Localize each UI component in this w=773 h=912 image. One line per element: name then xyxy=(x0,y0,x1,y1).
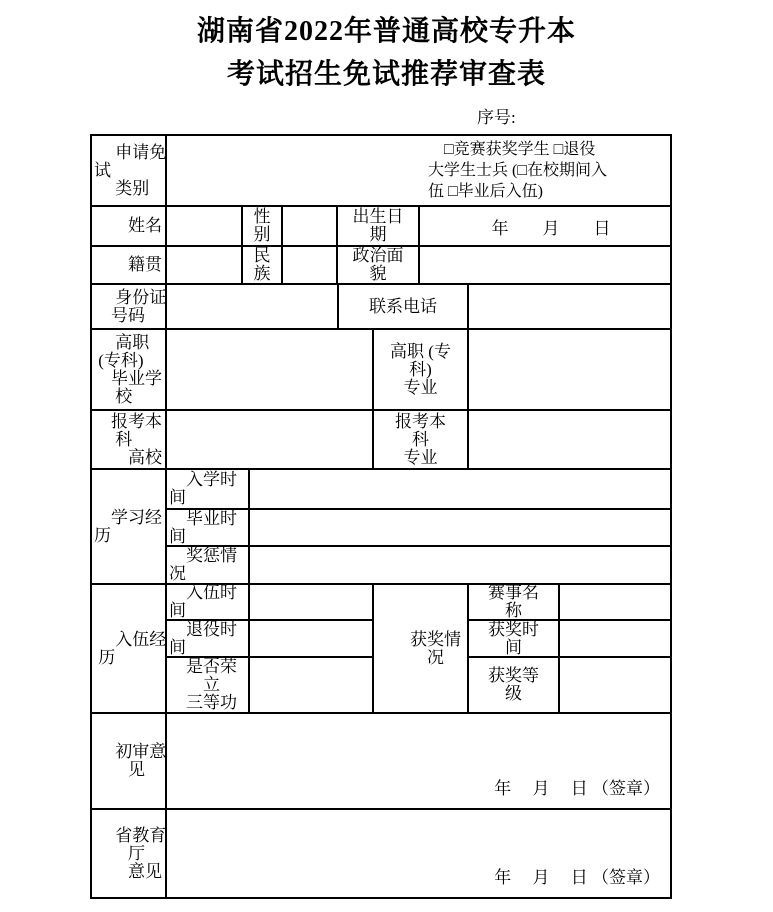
label-event-name: 赛事名 称 xyxy=(469,585,560,619)
initial-review-sign-line: 年 月 日 （签章） xyxy=(494,779,660,798)
row-enroll-time xyxy=(167,470,670,510)
page-title-line2: 考试招生免试推荐审查表 xyxy=(226,59,546,90)
row-id-number xyxy=(92,285,670,330)
label-award-time: 获奖时 间 xyxy=(469,621,560,656)
birth-date-format: 年 月 日 xyxy=(491,218,611,238)
field-exemption-options xyxy=(167,136,670,205)
row-graduate-time xyxy=(167,510,670,547)
label-graduate-time: 毕业时 间 xyxy=(167,510,250,545)
page-title-line1: 湖南省2022年普通高校专升本 xyxy=(196,16,576,47)
field-award-time xyxy=(560,621,670,656)
field-initial-review xyxy=(167,714,670,808)
field-event-name xyxy=(560,585,670,619)
page-title xyxy=(0,0,773,96)
exemption-checkbox-options: □竞赛获奖学生 □退役 大学生士兵 (□在校期间入 伍 □毕业后入伍) xyxy=(428,141,607,200)
row-provincial-review xyxy=(92,810,670,897)
field-rewards xyxy=(250,547,670,583)
field-political-status xyxy=(420,247,670,283)
field-target-major xyxy=(469,411,670,468)
row-retire-time xyxy=(167,621,374,658)
label-political-status: 政治面 貌 xyxy=(338,247,420,283)
label-target-major: 报考本 科 专业 xyxy=(374,411,469,468)
field-third-class-merit xyxy=(250,658,374,712)
row-name xyxy=(92,207,670,247)
field-id-number xyxy=(167,285,339,328)
row-enlist-time xyxy=(167,585,374,621)
row-third-class-merit xyxy=(167,658,374,712)
row-award-time xyxy=(469,621,670,658)
label-id-number: 身份证 号码 xyxy=(92,285,167,328)
row-group-study-history xyxy=(92,470,670,585)
label-study-history: 学习经 历 xyxy=(92,470,167,583)
label-exemption-category: 申请免 试 类别 xyxy=(92,136,167,205)
field-graduate-time xyxy=(250,510,670,545)
label-retire-time: 退役时 间 xyxy=(167,621,250,656)
row-initial-review xyxy=(92,714,670,810)
field-college-school xyxy=(167,330,374,409)
form-table xyxy=(90,134,672,899)
label-third-class-merit: 是否荣 立 三等功 xyxy=(167,658,250,712)
field-phone xyxy=(469,285,670,328)
field-retire-time xyxy=(250,621,374,656)
label-college-major: 高职 (专 科) 专业 xyxy=(374,330,469,409)
label-provincial-review: 省教育 厅 意见 xyxy=(92,810,167,897)
label-initial-review: 初审意 见 xyxy=(92,714,167,808)
label-rewards: 奖惩情 况 xyxy=(167,547,250,583)
label-award-level: 获奖等 级 xyxy=(469,658,560,712)
row-event-name xyxy=(469,585,670,621)
row-target-university xyxy=(92,411,670,470)
row-college-school xyxy=(92,330,670,411)
field-native-place xyxy=(167,247,243,283)
label-birth-date: 出生日 期 xyxy=(338,207,420,245)
field-enlist-time xyxy=(250,585,374,619)
field-ethnicity xyxy=(283,247,338,283)
field-provincial-review xyxy=(167,810,670,897)
field-target-university xyxy=(167,411,374,468)
label-award-info: 获奖情 况 xyxy=(374,585,469,712)
label-enroll-time: 入学时 间 xyxy=(167,470,250,508)
label-gender: 性 别 xyxy=(243,207,283,245)
field-name xyxy=(167,207,243,245)
label-native-place: 籍贯 xyxy=(92,247,167,283)
row-award-level xyxy=(469,658,670,712)
field-gender xyxy=(283,207,338,245)
row-native-place xyxy=(92,247,670,285)
field-enroll-time xyxy=(250,470,670,508)
label-military-history: 入伍经 历 xyxy=(92,585,167,712)
row-rewards xyxy=(167,547,670,583)
field-birth-date xyxy=(420,207,670,245)
label-phone: 联系电话 xyxy=(339,285,469,328)
row-group-military-history xyxy=(92,585,670,714)
serial-number-label: 序号: xyxy=(477,108,516,127)
label-college-school: 高职 (专科) 毕业学 校 xyxy=(92,330,167,409)
field-college-major xyxy=(469,330,670,409)
provincial-review-sign-line: 年 月 日 （签章） xyxy=(494,868,660,887)
field-award-level xyxy=(560,658,670,712)
label-name: 姓名 xyxy=(92,207,167,245)
row-exemption-category xyxy=(92,136,670,207)
label-ethnicity: 民 族 xyxy=(243,247,283,283)
label-enlist-time: 入伍时 间 xyxy=(167,585,250,619)
label-target-university: 报考本 科 高校 xyxy=(92,411,167,468)
